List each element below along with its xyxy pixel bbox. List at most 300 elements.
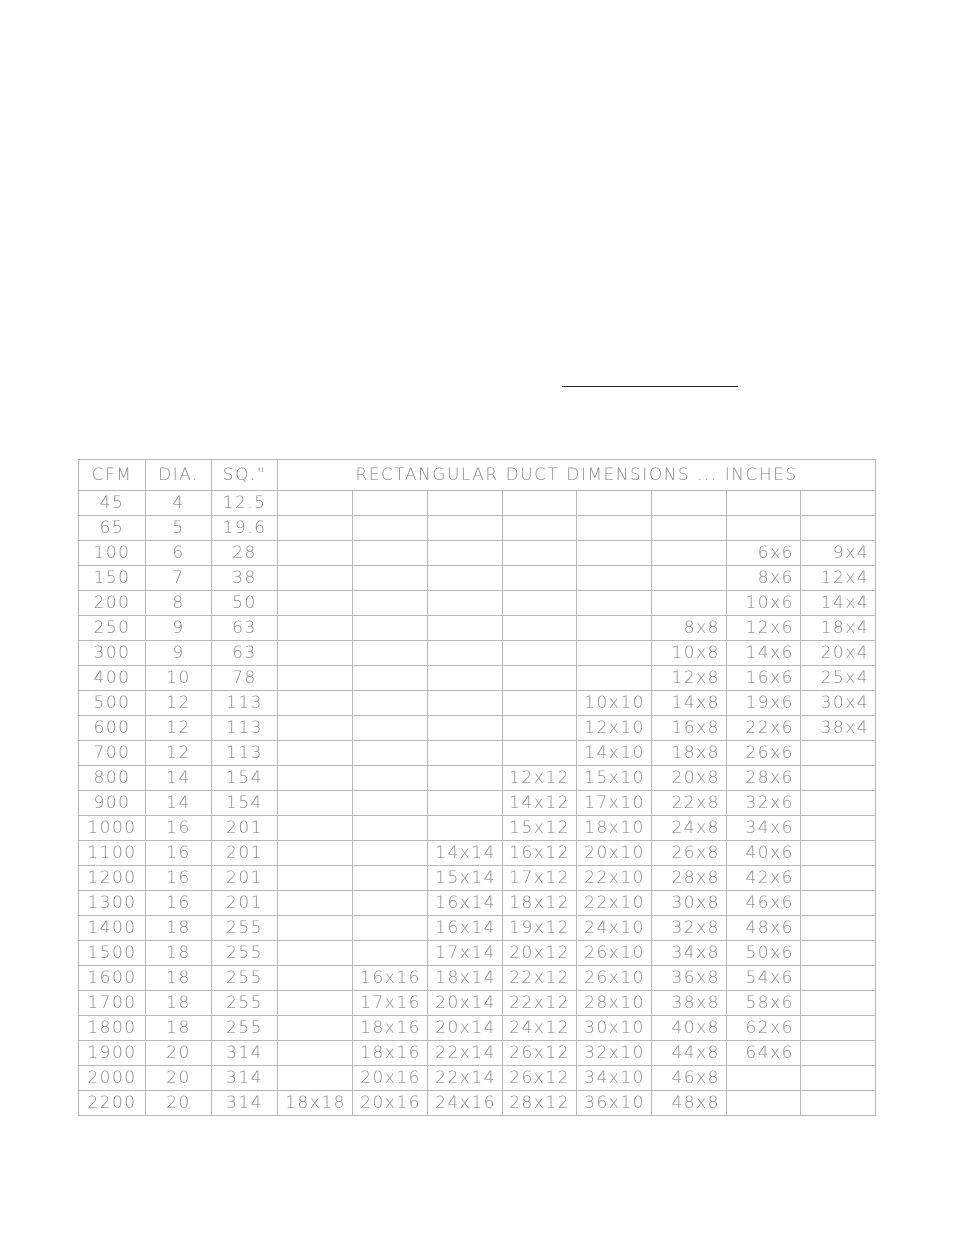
cfm-cell: 1600 — [79, 966, 146, 991]
dimension-cell: 15x10 — [577, 766, 652, 791]
dimension-cell — [801, 941, 876, 966]
dimension-cell: 32x8 — [652, 916, 727, 941]
dimension-cell: 10x10 — [577, 691, 652, 716]
dimension-cell: 19x12 — [503, 916, 577, 941]
duct-sizing-table — [78, 459, 876, 1116]
table-row — [79, 566, 876, 591]
dimension-cell — [652, 566, 727, 591]
dimension-cell — [353, 516, 428, 541]
sq-cell: 63 — [212, 616, 278, 641]
sq-cell: 255 — [212, 1016, 278, 1041]
dimension-cell — [428, 566, 503, 591]
dia-cell: 10 — [146, 666, 212, 691]
cfm-cell: 700 — [79, 741, 146, 766]
dimension-cell — [801, 1016, 876, 1041]
dimension-cell — [652, 541, 727, 566]
dimension-cell — [577, 641, 652, 666]
dimension-cell — [278, 691, 353, 716]
dimension-cell: 16x6 — [727, 666, 801, 691]
dimension-cell: 20x14 — [428, 991, 503, 1016]
dimension-cell — [353, 916, 428, 941]
dimension-cell — [353, 666, 428, 691]
sq-cell: 113 — [212, 741, 278, 766]
dimension-cell: 28x10 — [577, 991, 652, 1016]
sq-cell: 113 — [212, 716, 278, 741]
dimension-cell: 20x14 — [428, 1016, 503, 1041]
dimension-cell: 38x4 — [801, 716, 876, 741]
dimension-cell — [353, 841, 428, 866]
cfm-cell: 500 — [79, 691, 146, 716]
sq-cell: 201 — [212, 891, 278, 916]
dia-cell: 18 — [146, 1016, 212, 1041]
cfm-cell: 1900 — [79, 1041, 146, 1066]
dimension-cell: 32x10 — [577, 1041, 652, 1066]
header-rect-dimensions: RECTANGULAR DUCT DIMENSIONS ... INCHES — [278, 460, 876, 491]
dimension-cell — [801, 766, 876, 791]
dimension-cell: 28x6 — [727, 766, 801, 791]
dimension-cell — [428, 766, 503, 791]
dimension-cell — [428, 816, 503, 841]
sq-cell: 314 — [212, 1066, 278, 1091]
dia-cell: 6 — [146, 541, 212, 566]
dimension-cell: 18x16 — [353, 1016, 428, 1041]
cfm-cell: 400 — [79, 666, 146, 691]
sq-cell: 38 — [212, 566, 278, 591]
dimension-cell: 9x4 — [801, 541, 876, 566]
dimension-cell: 14x8 — [652, 691, 727, 716]
dimension-cell — [801, 891, 876, 916]
dimension-cell — [353, 816, 428, 841]
sq-cell: 314 — [212, 1041, 278, 1066]
sq-cell: 78 — [212, 666, 278, 691]
dimension-cell — [278, 766, 353, 791]
dia-cell: 12 — [146, 716, 212, 741]
cfm-cell: 800 — [79, 766, 146, 791]
dimension-cell: 30x8 — [652, 891, 727, 916]
dimension-cell: 16x14 — [428, 891, 503, 916]
dimension-cell — [278, 591, 353, 616]
table-row — [79, 691, 876, 716]
underline-rule — [562, 386, 738, 387]
dimension-cell — [801, 866, 876, 891]
dimension-cell — [428, 616, 503, 641]
cfm-cell: 250 — [79, 616, 146, 641]
dimension-cell: 26x10 — [577, 941, 652, 966]
dimension-cell — [652, 491, 727, 516]
dia-cell: 14 — [146, 791, 212, 816]
dimension-cell — [428, 516, 503, 541]
sq-cell: 255 — [212, 966, 278, 991]
dimension-cell — [428, 666, 503, 691]
sq-cell: 201 — [212, 816, 278, 841]
cfm-cell: 2200 — [79, 1091, 146, 1116]
cfm-cell: 1800 — [79, 1016, 146, 1041]
dimension-cell: 20x4 — [801, 641, 876, 666]
table-row — [79, 516, 876, 541]
dimension-cell — [353, 491, 428, 516]
dia-cell: 16 — [146, 841, 212, 866]
dimension-cell: 12x4 — [801, 566, 876, 591]
dimension-cell — [353, 616, 428, 641]
table-row — [79, 491, 876, 516]
dimension-cell: 46x8 — [652, 1066, 727, 1091]
dimension-cell: 22x14 — [428, 1066, 503, 1091]
dimension-cell — [428, 541, 503, 566]
dimension-cell — [353, 891, 428, 916]
cfm-cell: 1100 — [79, 841, 146, 866]
dimension-cell — [428, 641, 503, 666]
dimension-cell — [577, 591, 652, 616]
dimension-cell: 34x8 — [652, 941, 727, 966]
dimension-cell: 8x6 — [727, 566, 801, 591]
dimension-cell: 16x8 — [652, 716, 727, 741]
dimension-cell: 12x8 — [652, 666, 727, 691]
dimension-cell — [353, 691, 428, 716]
dimension-cell: 12x6 — [727, 616, 801, 641]
dimension-cell — [727, 1091, 801, 1116]
dimension-cell — [353, 866, 428, 891]
dimension-cell — [278, 966, 353, 991]
table-row — [79, 1066, 876, 1091]
dimension-cell — [727, 491, 801, 516]
dimension-cell: 14x4 — [801, 591, 876, 616]
table-row — [79, 891, 876, 916]
dimension-cell: 36x8 — [652, 966, 727, 991]
table-row — [79, 1016, 876, 1041]
dimension-cell: 18x16 — [353, 1041, 428, 1066]
table-row — [79, 741, 876, 766]
dimension-cell: 15x14 — [428, 866, 503, 891]
dimension-cell: 32x6 — [727, 791, 801, 816]
dimension-cell: 20x16 — [353, 1091, 428, 1116]
dimension-cell: 20x10 — [577, 841, 652, 866]
dimension-cell: 22x8 — [652, 791, 727, 816]
dimension-cell — [801, 1066, 876, 1091]
dimension-cell: 34x10 — [577, 1066, 652, 1091]
table-row — [79, 766, 876, 791]
cfm-cell: 900 — [79, 791, 146, 816]
dimension-cell — [278, 866, 353, 891]
dimension-cell: 58x6 — [727, 991, 801, 1016]
dimension-cell: 17x16 — [353, 991, 428, 1016]
dimension-cell — [652, 516, 727, 541]
dimension-cell — [353, 591, 428, 616]
cfm-cell: 1400 — [79, 916, 146, 941]
table-row — [79, 616, 876, 641]
dimension-cell: 30x10 — [577, 1016, 652, 1041]
dia-cell: 18 — [146, 941, 212, 966]
table-row — [79, 991, 876, 1016]
dimension-cell: 18x4 — [801, 616, 876, 641]
dimension-cell: 19x6 — [727, 691, 801, 716]
dimension-cell: 26x6 — [727, 741, 801, 766]
dimension-cell: 16x16 — [353, 966, 428, 991]
table-row — [79, 1091, 876, 1116]
sq-cell: 50 — [212, 591, 278, 616]
dimension-cell — [278, 616, 353, 641]
dia-cell: 14 — [146, 766, 212, 791]
dimension-cell: 18x12 — [503, 891, 577, 916]
dia-cell: 9 — [146, 641, 212, 666]
dimension-cell — [428, 791, 503, 816]
dimension-cell: 18x10 — [577, 816, 652, 841]
dimension-cell: 30x4 — [801, 691, 876, 716]
dimension-cell: 50x6 — [727, 941, 801, 966]
dimension-cell — [353, 566, 428, 591]
dimension-cell — [278, 791, 353, 816]
dimension-cell — [278, 1016, 353, 1041]
sq-cell: 113 — [212, 691, 278, 716]
dimension-cell — [503, 566, 577, 591]
dimension-cell: 36x10 — [577, 1091, 652, 1116]
dimension-cell — [428, 591, 503, 616]
dimension-cell: 42x6 — [727, 866, 801, 891]
dimension-cell — [278, 741, 353, 766]
sq-cell: 201 — [212, 866, 278, 891]
header-dia: DIA. — [146, 460, 212, 491]
dimension-cell: 64x6 — [727, 1041, 801, 1066]
dia-cell: 18 — [146, 991, 212, 1016]
cfm-cell: 600 — [79, 716, 146, 741]
dimension-cell: 26x12 — [503, 1041, 577, 1066]
dimension-cell: 10x6 — [727, 591, 801, 616]
dimension-cell: 26x12 — [503, 1066, 577, 1091]
dimension-cell: 48x8 — [652, 1091, 727, 1116]
cfm-cell: 300 — [79, 641, 146, 666]
dimension-cell: 6x6 — [727, 541, 801, 566]
table-row — [79, 641, 876, 666]
dimension-cell — [801, 741, 876, 766]
dimension-cell: 17x12 — [503, 866, 577, 891]
dimension-cell — [353, 641, 428, 666]
dia-cell: 16 — [146, 891, 212, 916]
dimension-cell — [353, 766, 428, 791]
cfm-cell: 2000 — [79, 1066, 146, 1091]
cfm-cell: 1500 — [79, 941, 146, 966]
dimension-cell: 14x6 — [727, 641, 801, 666]
dimension-cell — [503, 641, 577, 666]
dimension-cell: 20x16 — [353, 1066, 428, 1091]
dia-cell: 20 — [146, 1041, 212, 1066]
dimension-cell: 15x12 — [503, 816, 577, 841]
table-row — [79, 1041, 876, 1066]
sq-cell: 201 — [212, 841, 278, 866]
dia-cell: 4 — [146, 491, 212, 516]
dimension-cell — [278, 516, 353, 541]
dimension-cell — [503, 691, 577, 716]
cfm-cell: 200 — [79, 591, 146, 616]
cfm-cell: 1700 — [79, 991, 146, 1016]
dimension-cell — [801, 491, 876, 516]
dimension-cell — [801, 516, 876, 541]
dimension-cell: 8x8 — [652, 616, 727, 641]
dimension-cell — [577, 491, 652, 516]
dimension-cell: 22x10 — [577, 891, 652, 916]
dimension-cell: 48x6 — [727, 916, 801, 941]
dimension-cell — [278, 816, 353, 841]
dimension-cell — [353, 541, 428, 566]
dimension-cell — [278, 1041, 353, 1066]
dimension-cell: 26x10 — [577, 966, 652, 991]
dimension-cell — [652, 591, 727, 616]
dimension-cell: 14x12 — [503, 791, 577, 816]
cfm-cell: 1200 — [79, 866, 146, 891]
dimension-cell — [428, 741, 503, 766]
sq-cell: 255 — [212, 916, 278, 941]
dimension-cell — [727, 1066, 801, 1091]
table-row — [79, 916, 876, 941]
table-row — [79, 816, 876, 841]
dimension-cell: 40x6 — [727, 841, 801, 866]
table-row — [79, 716, 876, 741]
cfm-cell: 100 — [79, 541, 146, 566]
dimension-cell: 22x10 — [577, 866, 652, 891]
dimension-cell: 18x14 — [428, 966, 503, 991]
dimension-cell: 46x6 — [727, 891, 801, 916]
dimension-cell: 38x8 — [652, 991, 727, 1016]
dimension-cell: 25x4 — [801, 666, 876, 691]
dimension-cell: 54x6 — [727, 966, 801, 991]
cfm-cell: 1300 — [79, 891, 146, 916]
dimension-cell — [278, 941, 353, 966]
dimension-cell — [278, 716, 353, 741]
dimension-cell — [278, 566, 353, 591]
dimension-cell: 24x8 — [652, 816, 727, 841]
dia-cell: 20 — [146, 1091, 212, 1116]
dimension-cell — [801, 966, 876, 991]
table-row — [79, 866, 876, 891]
dimension-cell: 22x12 — [503, 966, 577, 991]
dimension-cell — [353, 741, 428, 766]
dimension-cell: 14x14 — [428, 841, 503, 866]
dimension-cell — [503, 491, 577, 516]
dia-cell: 20 — [146, 1066, 212, 1091]
dimension-cell: 17x10 — [577, 791, 652, 816]
dimension-cell — [503, 541, 577, 566]
table-row — [79, 541, 876, 566]
dia-cell: 18 — [146, 966, 212, 991]
dimension-cell: 17x14 — [428, 941, 503, 966]
dimension-cell — [577, 616, 652, 641]
dimension-cell: 12x12 — [503, 766, 577, 791]
dimension-cell — [727, 516, 801, 541]
table-row — [79, 966, 876, 991]
sq-cell: 154 — [212, 791, 278, 816]
dia-cell: 8 — [146, 591, 212, 616]
dimension-cell: 62x6 — [727, 1016, 801, 1041]
dimension-cell: 22x6 — [727, 716, 801, 741]
dimension-cell — [801, 841, 876, 866]
table-row — [79, 591, 876, 616]
dimension-cell — [278, 541, 353, 566]
sq-cell: 154 — [212, 766, 278, 791]
sq-cell: 255 — [212, 991, 278, 1016]
dimension-cell — [503, 591, 577, 616]
dimension-cell — [577, 666, 652, 691]
dimension-cell — [278, 491, 353, 516]
dia-cell: 18 — [146, 916, 212, 941]
dimension-cell — [577, 566, 652, 591]
dia-cell: 16 — [146, 816, 212, 841]
dimension-cell: 12x10 — [577, 716, 652, 741]
dimension-cell — [503, 666, 577, 691]
dimension-cell — [428, 716, 503, 741]
dimension-cell: 44x8 — [652, 1041, 727, 1066]
sq-cell: 255 — [212, 941, 278, 966]
dimension-cell: 28x8 — [652, 866, 727, 891]
cfm-cell: 65 — [79, 516, 146, 541]
dimension-cell: 24x12 — [503, 1016, 577, 1041]
header-cfm: CFM — [79, 460, 146, 491]
dimension-cell: 22x14 — [428, 1041, 503, 1066]
dimension-cell: 16x12 — [503, 841, 577, 866]
table-row — [79, 941, 876, 966]
sq-cell: 19.6 — [212, 516, 278, 541]
sq-cell: 28 — [212, 541, 278, 566]
dimension-cell — [503, 516, 577, 541]
dimension-cell: 24x16 — [428, 1091, 503, 1116]
table-row — [79, 841, 876, 866]
cfm-cell: 150 — [79, 566, 146, 591]
dimension-cell — [353, 791, 428, 816]
dimension-cell — [278, 1066, 353, 1091]
dimension-cell — [353, 941, 428, 966]
dia-cell: 9 — [146, 616, 212, 641]
dimension-cell: 16x14 — [428, 916, 503, 941]
dimension-cell: 26x8 — [652, 841, 727, 866]
table-row — [79, 666, 876, 691]
dimension-cell — [428, 491, 503, 516]
cfm-cell: 45 — [79, 491, 146, 516]
header-row — [79, 460, 876, 491]
dimension-cell — [278, 641, 353, 666]
table-body — [79, 491, 876, 1116]
dimension-cell — [278, 841, 353, 866]
dimension-cell — [503, 616, 577, 641]
dimension-cell — [801, 1091, 876, 1116]
dimension-cell: 10x8 — [652, 641, 727, 666]
dimension-cell — [503, 716, 577, 741]
dimension-cell — [801, 1041, 876, 1066]
dimension-cell — [801, 916, 876, 941]
dimension-cell — [577, 541, 652, 566]
dimension-cell — [278, 916, 353, 941]
sq-cell: 314 — [212, 1091, 278, 1116]
sq-cell: 63 — [212, 641, 278, 666]
dimension-cell — [503, 741, 577, 766]
dimension-cell — [353, 716, 428, 741]
dimension-cell — [278, 666, 353, 691]
dia-cell: 16 — [146, 866, 212, 891]
dimension-cell: 20x12 — [503, 941, 577, 966]
sq-cell: 12.5 — [212, 491, 278, 516]
dimension-cell: 28x12 — [503, 1091, 577, 1116]
dia-cell: 12 — [146, 741, 212, 766]
dimension-cell: 22x12 — [503, 991, 577, 1016]
table-row — [79, 791, 876, 816]
dimension-cell: 18x18 — [278, 1091, 353, 1116]
dia-cell: 12 — [146, 691, 212, 716]
dimension-cell — [428, 691, 503, 716]
dimension-cell — [801, 791, 876, 816]
dimension-cell — [278, 891, 353, 916]
dimension-cell: 24x10 — [577, 916, 652, 941]
dimension-cell: 20x8 — [652, 766, 727, 791]
dimension-cell — [801, 991, 876, 1016]
dimension-cell — [801, 816, 876, 841]
dia-cell: 5 — [146, 516, 212, 541]
dimension-cell: 14x10 — [577, 741, 652, 766]
